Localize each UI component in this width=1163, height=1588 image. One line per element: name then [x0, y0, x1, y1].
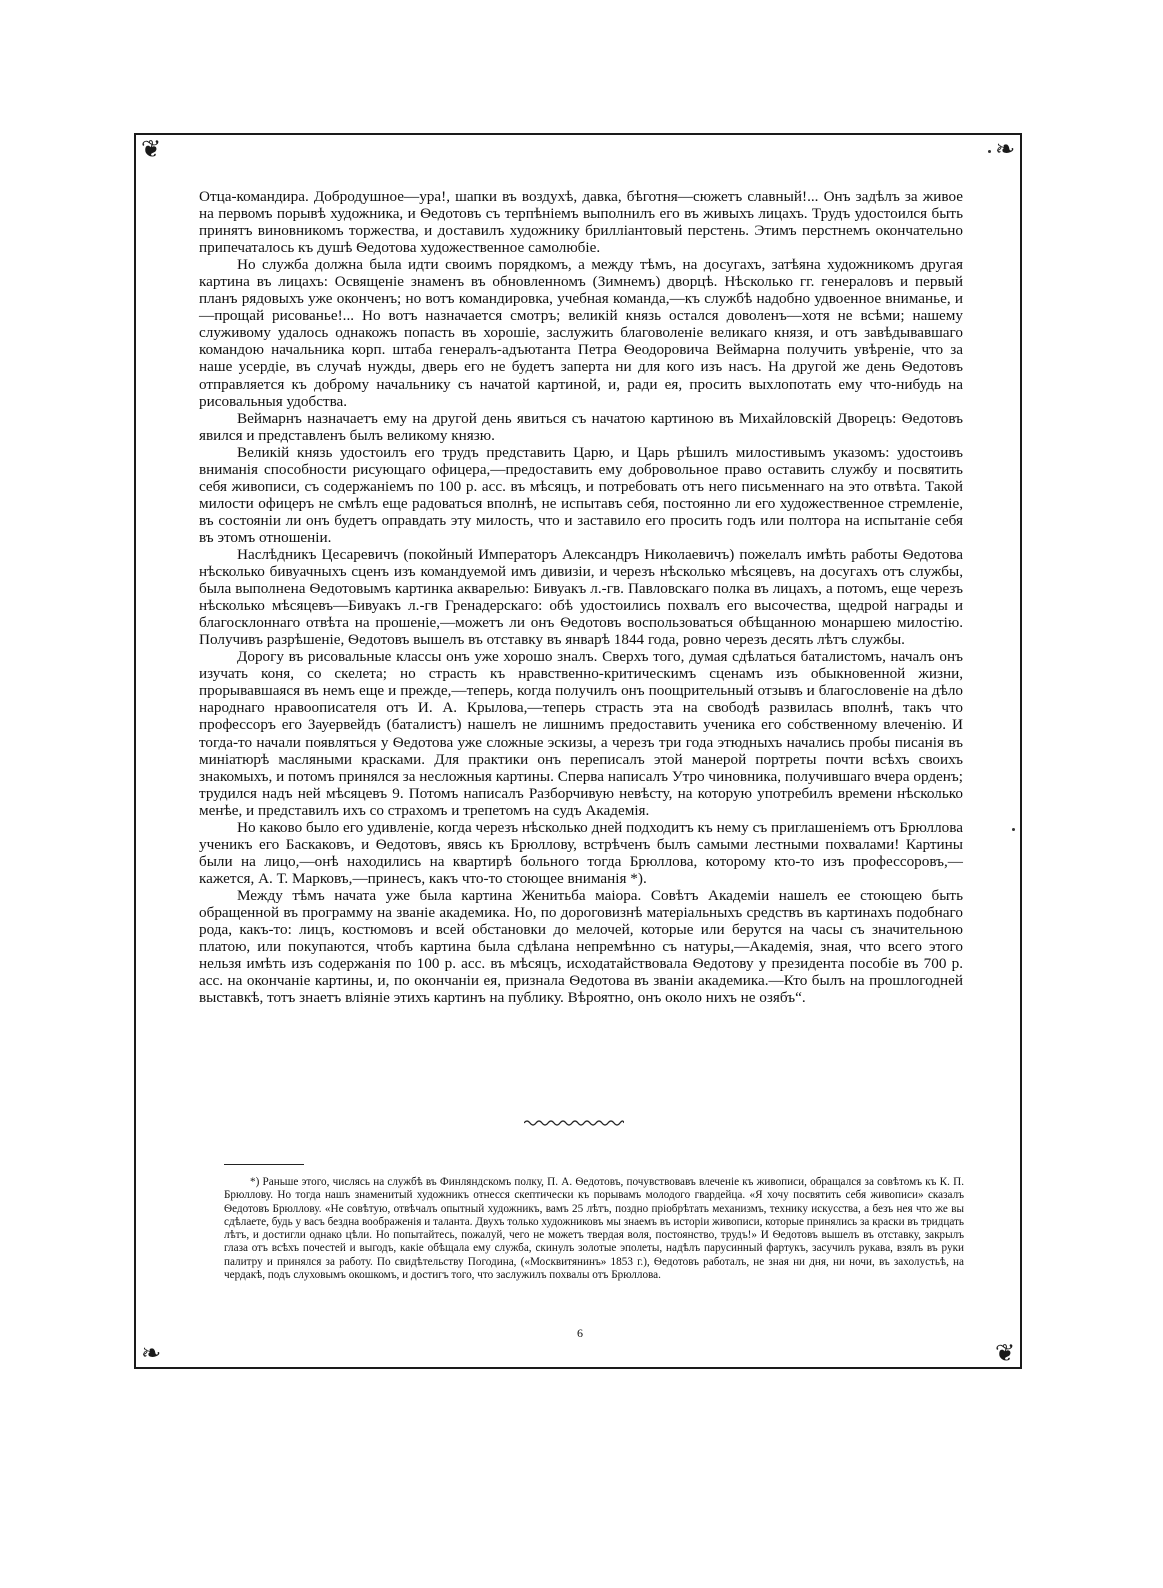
paragraph: Дорогу въ рисовальные классы онъ уже хорошо зналъ. Сверхъ того, думая сдѣлаться баталистомъ, началъ онъ изучать коня, со скелета; но страсть къ нравственно-критическимъ сценамъ изъ обыкновенной жизни, прорывавшаяся въ немъ еще и прежде,—теперь, когда получилъ онъ поощрительный отзывъ и благословеніе на дѣло народнаго нравоописателя отъ И. А. Крылова,—теперь страсть эта на свободѣ развилась вполнѣ, такъ что профессоръ его Зауервейдъ (баталистъ) нашелъ не лишнимъ предоставить ученика его собственному влеченію. И тогда-то начали появляться у Ѳедотова уже сложные эскизы, а черезъ три года этюдныхъ начались пробы писанія въ миніатюрѣ масляными красками. Для практики онъ переписалъ этой манерой портреты почти всѣхъ своихъ знакомыхъ, и потомъ принялся за несложныя картины. Сперва написалъ Утро чиновника, получившаго вчера орденъ; трудился надъ ней мѣсяцевъ 9. Потомъ написалъ Разборчивую невѣсту, на которую употребилъ времени нѣсколько менѣе, и представилъ ихъ со страхомъ и трепетомъ на судъ Академія. — [199, 648, 963, 819]
page-number: 6 — [577, 1326, 583, 1340]
wavy-ornament-icon — [524, 1118, 624, 1128]
ornament-corner-icon: ❦ — [140, 135, 162, 163]
print-speck — [988, 150, 991, 153]
paragraph: Между тѣмъ начата уже была картина Женитьба маіора. Совѣтъ Академіи нашелъ ее стоющею быть обращенной въ программу на званіе академика. Но, по дороговизнѣ матеріальныхъ средствъ въ картинахъ подобнаго рода, какъ-то: лицъ, костюмовъ и всей обстановки до мелочей, которые или берутся на часы съ значительною платою, или покупаются, чтобъ картина была сдѣлана непремѣнно съ натуры,—Академія, зная, что всего этого нельзя имѣть изъ содержанія по 100 р. асс. въ мѣсяцъ, исходатайствовала Ѳедотову у президента пособіе въ 700 р. асс. на окончаніе картины, и, по окончаніи ея, признала Ѳедотова въ званіи академика.—Кто былъ на прошлогодней выставкѣ, тотъ знаетъ вліяніе этихъ картинъ на публику. Вѣроятно, онъ около нихъ не озябъ“. — [199, 886, 963, 1007]
paragraph: Отца-командира. Добродушное—ура!, шапки въ воздухѣ, давка, бѣготня—сюжетъ славный!... Онъ задѣлъ за живое на первомъ порывѣ художника, и Ѳедотовъ съ терпѣніемъ выполнилъ его въ живыхъ лицахъ. Трудъ удостоился быть принятъ виновникомъ торжества, и доставилъ художнику брилліантовый перстень. Этимъ перстнемъ окончательно припечаталось къ душѣ Ѳедотова художественное самолюбіе. — [199, 188, 963, 257]
paragraph: Веймарнъ назначаетъ ему на другой день явиться съ начатою картиною въ Михайловскій Дворецъ: Ѳедотовъ явился и представленъ былъ великому князю. — [199, 409, 963, 444]
footnote-rule — [224, 1164, 304, 1165]
print-speck — [1012, 828, 1015, 831]
paragraph: Но служба должна была идти своимъ порядкомъ, а между тѣмъ, на досугахъ, затѣяна художникомъ другая картина въ лицахъ: Освященіе знаменъ въ обновленномъ (Зимнемъ) дворцѣ. Нѣсколько гг. генераловъ и первый планъ рядовыхъ уже оконченъ; но вотъ командировка, учебная команда,—къ службѣ надобно удвоенное вниманье, и—прощай рисованье!... Но вотъ назначается смотръ; великій князь остался доволенъ—хотя не всѣми; нашему служивому удалось однакожъ попасть въ хорошіе, заслужить благоволеніе великаго князя, и отъ завѣдывавшаго командою начальника корп. штаба генералъ-адъютанта Петра Ѳеодоровича Веймарна получить увѣреніе, что за наше усердіе, въ случаѣ нужды, дверь его не будетъ заперта ни для кого изъ насъ. На другой же день Ѳедотовъ отправляется къ доброму начальнику съ начатой картиной, и, ради ея, просить выхлопотать ему что-нибудь на рисовальныя удобства. — [199, 256, 963, 410]
paragraph: Великій князь удостоилъ его трудъ представить Царю, и Царь рѣшилъ милостивымъ указомъ: удостоивъ вниманія способности рисующаго офицера,—предоставить ему добровольное право оставить службу и посвятить себя живописи, съ содержаніемъ по 100 р. асс. въ мѣсяцъ, и потребовать отъ него письменнаго на это отвѣта. Такой милости офицеръ не смѣлъ еще радоваться вполнѣ, не испытавъ себя, постоянно ли его художественное стремленіе, въ состояніи ли онъ будетъ оправдать эту милость, что и заставило его просить годъ или полтора на испытаніе себя въ этомъ отношеніи. — [199, 443, 963, 546]
ornament-corner-icon: ❧ — [140, 1339, 162, 1367]
footnote — [224, 1176, 964, 1282]
paragraph: Наслѣдникъ Цесаревичъ (покойный Императоръ Александръ Николаевичъ) пожелалъ имѣть работы Ѳедотова нѣсколько бивуачныхъ сценъ изъ командуемой имъ дивизіи, и черезъ нѣсколько мѣсяцевъ, на досугахъ отъ службы, была выполнена Ѳедотовымъ картинка акварелью: Бивуакъ л.-гв. Павловскаго полка въ лицахъ, а потомъ, еще черезъ нѣсколько мѣсяцевъ—Бивуакъ л.-гв Гренадерскаго: обѣ удостоились похвалъ его высочества, щедрой награды и благосклоннаго отвѣта на прошеніе,—можетъ ли онъ Ѳедотовъ воспользоваться обѣщанною монаршею милостію. Получивъ разрѣшеніе, Ѳедотовъ вышелъ въ отставку въ январѣ 1844 года, ровно черезъ десять лѣтъ службы. — [199, 545, 963, 649]
footnote-text: *) Раньше этого, числясь на службѣ въ Финляндскомъ полку, П. А. Ѳедотовъ, почувствовавъ влеченіе къ живописи, обращался за совѣтомъ къ К. П. Брюллову. Но тогда нашъ знаменитый художникъ отнесся скептически къ порывамъ молодого гвардейца. «Я хочу посвятить себя живописи» сказалъ Ѳедотовъ Брюллову. «Не совѣтую, отвѣчалъ опытный художникъ, вамъ 25 лѣтъ, поздно пріобрѣтать механизмъ, технику искусства, а безъ нея что же вы сдѣлаете, будь у васъ бездна воображенія и таланта. Двухъ только художниковъ мы знаемъ въ исторіи живописи, которые принялись за краски въ тридцать лѣтъ, и достигли однако цѣли. Но попытайтесь, пожалуй, чего не можетъ твердая воля, постоянство, трудъ!» И Ѳедотовъ вышелъ въ отставку, закрылъ глаза отъ всѣхъ почестей и выгодъ, какіе обѣщала ему служба, скинулъ золотые эполеты, надѣлъ парусинный фартукъ, засучилъ рукава, взялъ въ руки палитру и принялся за работу. По свидѣтельству Погодина, («Москвитянинъ» 1853 г.), Ѳедотовъ работалъ, не зная ни дня, ни ночи, въ захолустьѣ, на чердакѣ, подъ слуховымъ окошкомъ, и достигъ того, что заслужилъ похвалы отъ Брюллова. — [224, 1176, 964, 1282]
main-text — [199, 188, 963, 1006]
ornament-corner-icon: ❧ — [994, 135, 1016, 163]
paragraph: Но каково было его удивленіе, когда черезъ нѣсколько дней подходитъ къ нему съ приглашеніемъ отъ Брюллова ученикъ его Баскаковъ, и Ѳедотовъ, явясь къ Брюллову, встрѣченъ былъ самыми лестными похвалами! Картины были на лицо,—онѣ находились на квартирѣ больного тогда Брюллова, которому кто-то изъ профессоровъ,—кажется, А. Т. Марковъ,—принесъ, какъ что-то стоющее вниманія *). — [199, 818, 963, 887]
ornament-corner-icon: ❦ — [994, 1339, 1016, 1367]
